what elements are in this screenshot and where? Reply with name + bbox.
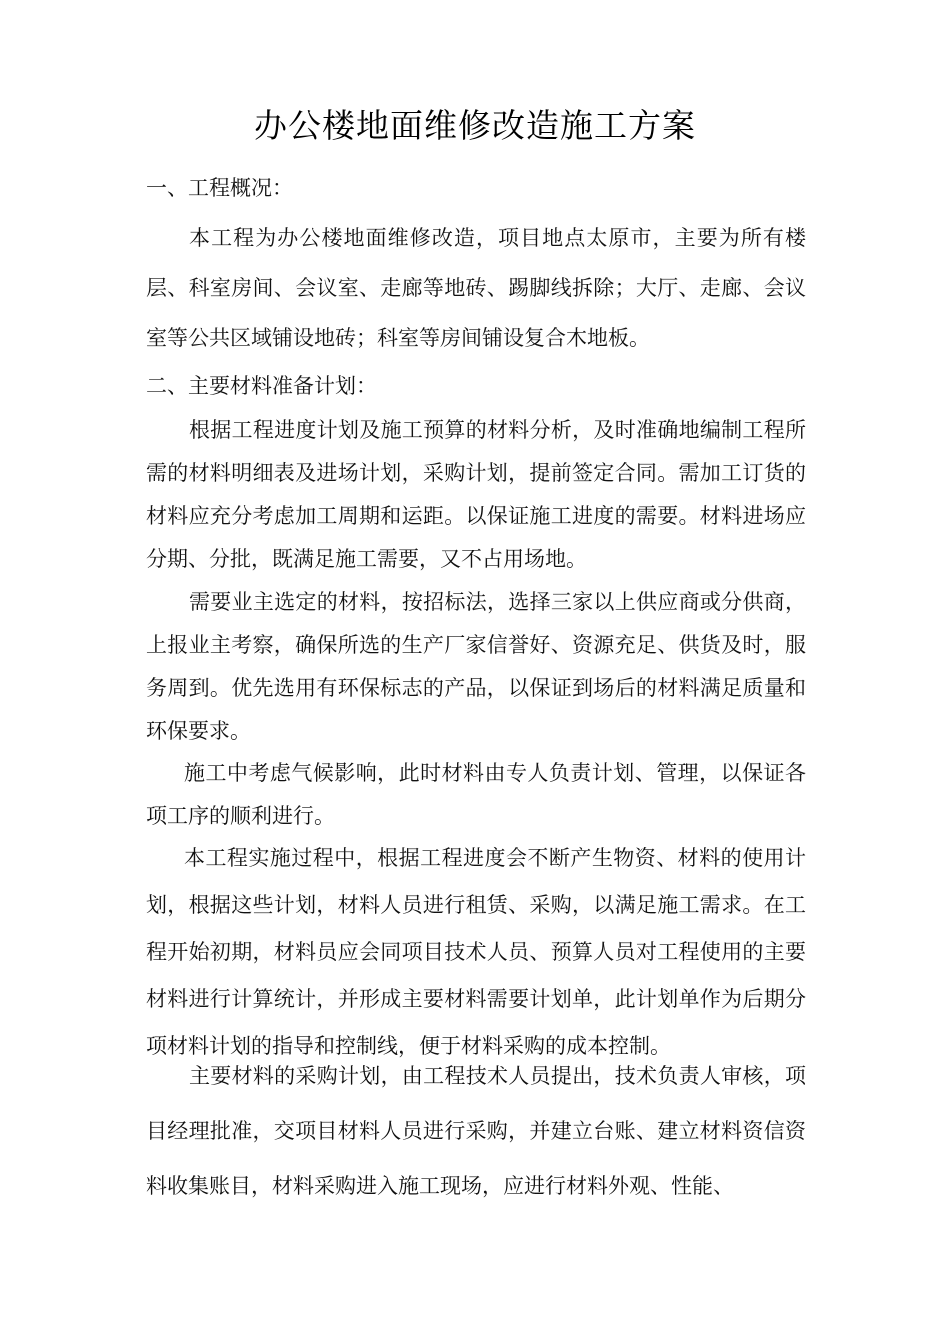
paragraph-materials-3: 施工中考虑气候影响，此时材料由专人负责计划、管理，以保证各项工序的顺利进行。 — [146, 761, 806, 828]
paragraph-overview: 本工程为办公楼地面维修改造，项目地点太原市，主要为所有楼层、科室房间、会议室、走廊等地砖、踢脚线拆除；大厅、走廊、会议室等公共区域铺设地砖；科室等房间铺设复合木地板。 — [146, 226, 806, 350]
paragraph-materials-5: 主要材料的采购计划，由工程技术人员提出，技术负责人审核，项目经理批准，交项目材料人员进行采购，并建立台账、建立材料资信资料收集账目，材料采购进入施工现场，应进行材料外观、性能、 — [146, 1064, 806, 1198]
paragraph-materials-1: 根据工程进度计划及施工预算的材料分析，及时准确地编制工程所需的材料明细表及进场计划，采购计划，提前签定合同。需加工订货的材料应充分考虑加工周期和运距。以保证施工进度的需要。材料进场应分期、分批，既满足施工需要，又不占用场地。 — [146, 418, 806, 571]
paragraph-materials-4: 本工程实施过程中，根据工程进度会不断产生物资、材料的使用计划，根据这些计划，材料人员进行租赁、采购，以满足施工需求。在工程开始初期，材料员应会同项目技术人员、预算人员对工程使用的主要材料进行计算统计，并形成主要材料需要计划单，此计划单作为后期分项材料计划的指导和控制线，便于材料采购的成本控制。 — [146, 846, 806, 1058]
paragraph-materials-2: 需要业主选定的材料，按招标法，选择三家以上供应商或分供商，上报业主考察，确保所选的生产厂家信誉好、资源充足、供货及时，服务周到。优先选用有环保标志的产品，以保证到场后的材料满足质量和环保要求。 — [146, 590, 806, 743]
section-heading-materials: 二、主要材料准备计划： — [146, 374, 377, 398]
document-title: 办公楼地面维修改造施工方案 — [254, 106, 696, 145]
section-heading-overview: 一、工程概况： — [146, 176, 293, 200]
